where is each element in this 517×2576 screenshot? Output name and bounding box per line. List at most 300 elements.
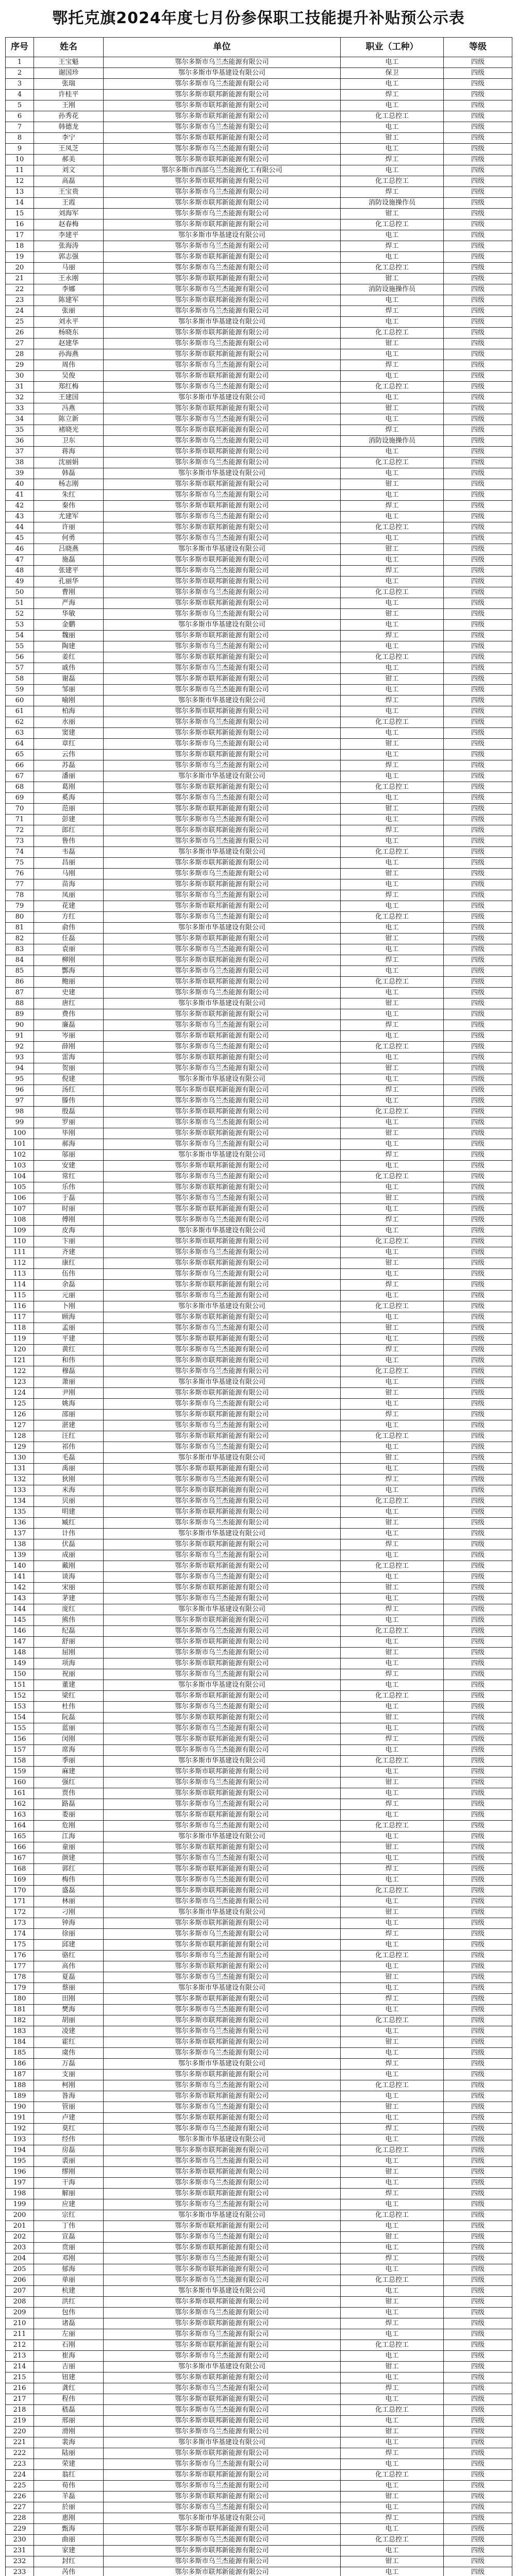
row-unit: 鄂尔多斯市乌兰杰能源有限公司 bbox=[104, 2178, 341, 2189]
row-index: 3 bbox=[6, 79, 34, 90]
row-grade: 四级 bbox=[444, 317, 512, 328]
row-unit: 鄂尔多斯市华基建设有限公司 bbox=[104, 620, 341, 631]
row-index: 70 bbox=[6, 804, 34, 815]
row-grade: 四级 bbox=[444, 133, 512, 144]
row-occupation: 化工总控工 bbox=[341, 1301, 444, 1312]
row-occupation: 钳工 bbox=[341, 1453, 444, 1464]
row-unit: 鄂尔多斯市乌兰杰能源有限公司 bbox=[104, 306, 341, 317]
row-occupation: 电工 bbox=[341, 1226, 444, 1236]
row-grade: 四级 bbox=[444, 2037, 512, 2048]
row-unit: 鄂尔多斯市联邦新能源有限公司 bbox=[104, 1615, 341, 1626]
table-row bbox=[6, 998, 512, 1009]
row-index: 97 bbox=[6, 1096, 34, 1107]
row-grade: 四级 bbox=[444, 2448, 512, 2459]
row-unit: 鄂尔多斯市华基建设有限公司 bbox=[104, 393, 341, 403]
row-occupation: 电工 bbox=[341, 1745, 444, 1756]
table-row bbox=[6, 414, 512, 425]
row-grade: 四级 bbox=[444, 1518, 512, 1529]
row-grade: 四级 bbox=[444, 1053, 512, 1063]
row-name: 管丽 bbox=[34, 2102, 104, 2113]
row-name: 梁红 bbox=[34, 1691, 104, 1702]
table-row bbox=[6, 2340, 512, 2351]
row-unit: 鄂尔多斯市乌兰杰能源有限公司 bbox=[104, 533, 341, 544]
row-grade: 四级 bbox=[444, 1215, 512, 1226]
row-grade: 四级 bbox=[444, 641, 512, 652]
row-occupation: 钳工 bbox=[341, 2102, 444, 2113]
row-index: 170 bbox=[6, 1886, 34, 1896]
row-index: 87 bbox=[6, 988, 34, 998]
row-grade: 四级 bbox=[444, 1810, 512, 1821]
row-unit: 鄂尔多斯市联邦新能源有限公司 bbox=[104, 1713, 341, 1723]
row-index: 63 bbox=[6, 728, 34, 739]
row-index: 69 bbox=[6, 793, 34, 804]
row-occupation: 焊工 bbox=[341, 696, 444, 706]
row-unit: 鄂尔多斯市乌兰杰能源有限公司 bbox=[104, 944, 341, 955]
row-index: 182 bbox=[6, 2015, 34, 2026]
row-name: 冯燕 bbox=[34, 403, 104, 414]
row-name: 钮建 bbox=[34, 2372, 104, 2383]
row-name: 庞红 bbox=[34, 1604, 104, 1615]
row-index: 131 bbox=[6, 1464, 34, 1475]
row-name: 俞伟 bbox=[34, 923, 104, 934]
row-grade: 四级 bbox=[444, 1117, 512, 1128]
row-name: 缪刚 bbox=[34, 2167, 104, 2178]
row-unit: 鄂尔多斯市乌兰杰能源有限公司 bbox=[104, 663, 341, 674]
table-row bbox=[6, 198, 512, 209]
row-grade: 四级 bbox=[444, 457, 512, 468]
row-occupation: 电工 bbox=[341, 468, 444, 479]
row-unit: 鄂尔多斯市乌兰杰能源有限公司 bbox=[104, 2232, 341, 2243]
row-name: 郭志强 bbox=[34, 252, 104, 263]
row-name: 张丽 bbox=[34, 306, 104, 317]
table-row bbox=[6, 2189, 512, 2199]
table-row bbox=[6, 2416, 512, 2427]
row-index: 146 bbox=[6, 1626, 34, 1637]
table-row bbox=[6, 966, 512, 977]
row-occupation: 电工 bbox=[341, 79, 444, 90]
row-index: 206 bbox=[6, 2275, 34, 2286]
row-index: 191 bbox=[6, 2113, 34, 2124]
row-grade: 四级 bbox=[444, 2243, 512, 2253]
row-unit: 鄂尔多斯市联邦新能源有限公司 bbox=[104, 1258, 341, 1269]
row-grade: 四级 bbox=[444, 479, 512, 490]
row-index: 175 bbox=[6, 1940, 34, 1951]
header-unit: 单位 bbox=[104, 38, 341, 57]
row-occupation: 焊工 bbox=[341, 1150, 444, 1161]
row-name: 高磊 bbox=[34, 176, 104, 187]
row-grade: 四级 bbox=[444, 2091, 512, 2102]
row-name: 任磊 bbox=[34, 934, 104, 944]
row-occupation: 电工 bbox=[341, 879, 444, 890]
row-grade: 四级 bbox=[444, 2546, 512, 2556]
row-name: 苏磊 bbox=[34, 760, 104, 771]
row-occupation: 钳工 bbox=[341, 2427, 444, 2437]
row-index: 106 bbox=[6, 1193, 34, 1204]
row-index: 96 bbox=[6, 1085, 34, 1096]
row-index: 100 bbox=[6, 1128, 34, 1139]
row-grade: 四级 bbox=[444, 263, 512, 274]
row-name: 张建平 bbox=[34, 566, 104, 577]
row-name: 孟丽 bbox=[34, 1323, 104, 1334]
row-index: 38 bbox=[6, 457, 34, 468]
row-name: 裘丽 bbox=[34, 2156, 104, 2167]
row-index: 168 bbox=[6, 1864, 34, 1875]
row-name: 喻刚 bbox=[34, 696, 104, 706]
row-name: 田刚 bbox=[34, 1994, 104, 2005]
row-grade: 四级 bbox=[444, 90, 512, 100]
row-grade: 四级 bbox=[444, 490, 512, 501]
row-name: 乐伟 bbox=[34, 1182, 104, 1193]
row-index: 21 bbox=[6, 274, 34, 284]
row-grade: 四级 bbox=[444, 696, 512, 706]
table-row bbox=[6, 1020, 512, 1031]
table-row bbox=[6, 2470, 512, 2481]
row-unit: 鄂尔多斯市乌兰杰能源有限公司 bbox=[104, 2459, 341, 2470]
row-grade: 四级 bbox=[444, 1723, 512, 1734]
table-row bbox=[6, 1507, 512, 1518]
row-name: 彭建 bbox=[34, 815, 104, 825]
row-unit: 鄂尔多斯市联邦新能源有限公司 bbox=[104, 955, 341, 966]
row-grade: 四级 bbox=[444, 1269, 512, 1280]
row-unit: 鄂尔多斯市联邦新能源有限公司 bbox=[104, 782, 341, 793]
row-name: 石刚 bbox=[34, 2340, 104, 2351]
row-grade: 四级 bbox=[444, 847, 512, 858]
table-row bbox=[6, 1236, 512, 1247]
row-grade: 四级 bbox=[444, 1658, 512, 1669]
row-occupation: 电工 bbox=[341, 1658, 444, 1669]
table-row bbox=[6, 2286, 512, 2297]
row-name: 樊海 bbox=[34, 2005, 104, 2015]
row-name: 严海 bbox=[34, 598, 104, 609]
header-index: 序号 bbox=[6, 38, 34, 57]
row-grade: 四级 bbox=[444, 2470, 512, 2481]
row-unit: 鄂尔多斯市联邦新能源有限公司 bbox=[104, 577, 341, 587]
row-occupation: 化工总控工 bbox=[341, 1626, 444, 1637]
row-unit: 鄂尔多斯市华基建设有限公司 bbox=[104, 2059, 341, 2070]
row-occupation: 化工总控工 bbox=[341, 1886, 444, 1896]
row-occupation: 电工 bbox=[341, 901, 444, 912]
row-grade: 四级 bbox=[444, 501, 512, 512]
row-name: 窦建 bbox=[34, 728, 104, 739]
table-row bbox=[6, 879, 512, 890]
row-name: 费伟 bbox=[34, 1009, 104, 1020]
row-occupation: 焊工 bbox=[341, 2253, 444, 2264]
row-unit: 鄂尔多斯市联邦新能源有限公司 bbox=[104, 1053, 341, 1063]
row-name: 方红 bbox=[34, 912, 104, 923]
row-grade: 四级 bbox=[444, 2329, 512, 2340]
row-unit: 鄂尔多斯市华基建设有限公司 bbox=[104, 1983, 341, 1994]
table-row bbox=[6, 1410, 512, 1420]
row-grade: 四级 bbox=[444, 382, 512, 393]
row-index: 50 bbox=[6, 587, 34, 598]
row-index: 77 bbox=[6, 879, 34, 890]
row-occupation: 钳工 bbox=[341, 1583, 444, 1594]
row-unit: 鄂尔多斯市联邦新能源有限公司 bbox=[104, 2394, 341, 2405]
row-index: 233 bbox=[6, 2567, 34, 2576]
row-grade: 四级 bbox=[444, 1247, 512, 1258]
table-row bbox=[6, 566, 512, 577]
row-name: 于磊 bbox=[34, 1193, 104, 1204]
row-grade: 四级 bbox=[444, 836, 512, 847]
row-occupation: 电工 bbox=[341, 663, 444, 674]
table-row bbox=[6, 1182, 512, 1193]
table-row bbox=[6, 620, 512, 631]
row-unit: 鄂尔多斯市联邦新能源有限公司 bbox=[104, 1236, 341, 1247]
row-index: 160 bbox=[6, 1777, 34, 1788]
row-unit: 鄂尔多斯市联邦新能源有限公司 bbox=[104, 674, 341, 685]
row-name: 郭红 bbox=[34, 1864, 104, 1875]
row-unit: 鄂尔多斯市联邦新能源有限公司 bbox=[104, 1583, 341, 1594]
row-unit: 鄂尔多斯市联邦新能源有限公司 bbox=[104, 2567, 341, 2576]
row-unit: 鄂尔多斯市乌兰杰能源有限公司 bbox=[104, 2502, 341, 2513]
row-index: 10 bbox=[6, 155, 34, 165]
row-occupation: 电工 bbox=[341, 2329, 444, 2340]
row-unit: 鄂尔多斯市乌兰杰能源有限公司 bbox=[104, 2156, 341, 2167]
row-occupation: 焊工 bbox=[341, 1215, 444, 1226]
row-unit: 鄂尔多斯市乌兰杰能源有限公司 bbox=[104, 1475, 341, 1485]
row-index: 124 bbox=[6, 1388, 34, 1399]
table-row bbox=[6, 2048, 512, 2059]
row-name: 伍伟 bbox=[34, 1269, 104, 1280]
row-grade: 四级 bbox=[444, 934, 512, 944]
row-name: 柏海 bbox=[34, 706, 104, 717]
row-occupation: 电工 bbox=[341, 393, 444, 403]
row-occupation: 钳工 bbox=[341, 403, 444, 414]
row-name: 董建 bbox=[34, 1680, 104, 1691]
row-occupation: 电工 bbox=[341, 1291, 444, 1301]
row-index: 27 bbox=[6, 338, 34, 349]
table-row bbox=[6, 1842, 512, 1853]
table-row bbox=[6, 2275, 512, 2286]
row-occupation: 电工 bbox=[341, 512, 444, 522]
table-row bbox=[6, 1615, 512, 1626]
row-name: 成丽 bbox=[34, 1550, 104, 1561]
row-grade: 四级 bbox=[444, 1258, 512, 1269]
row-name: 水丽 bbox=[34, 717, 104, 728]
row-unit: 鄂尔多斯市华基建设有限公司 bbox=[104, 544, 341, 555]
row-occupation: 电工 bbox=[341, 1507, 444, 1518]
row-unit: 鄂尔多斯市联邦新能源有限公司 bbox=[104, 2470, 341, 2481]
row-unit: 鄂尔多斯市联邦新能源有限公司 bbox=[104, 1691, 341, 1702]
row-unit: 鄂尔多斯市乌兰杰能源有限公司 bbox=[104, 2102, 341, 2113]
row-index: 98 bbox=[6, 1107, 34, 1117]
row-grade: 四级 bbox=[444, 1886, 512, 1896]
row-unit: 鄂尔多斯市联邦新能源有限公司 bbox=[104, 934, 341, 944]
row-name: 计伟 bbox=[34, 1529, 104, 1539]
row-name: 孔丽华 bbox=[34, 577, 104, 587]
row-grade: 四级 bbox=[444, 68, 512, 79]
row-index: 18 bbox=[6, 241, 34, 252]
row-grade: 四级 bbox=[444, 2015, 512, 2026]
row-occupation: 电工 bbox=[341, 1399, 444, 1410]
row-index: 52 bbox=[6, 609, 34, 620]
row-index: 114 bbox=[6, 1280, 34, 1291]
row-index: 150 bbox=[6, 1669, 34, 1680]
row-grade: 四级 bbox=[444, 706, 512, 717]
row-occupation: 焊工 bbox=[341, 1475, 444, 1485]
row-index: 179 bbox=[6, 1983, 34, 1994]
row-grade: 四级 bbox=[444, 1453, 512, 1464]
row-index: 223 bbox=[6, 2459, 34, 2470]
row-index: 45 bbox=[6, 533, 34, 544]
row-index: 43 bbox=[6, 512, 34, 522]
row-name: 郎红 bbox=[34, 825, 104, 836]
row-name: 李宁 bbox=[34, 133, 104, 144]
table-row bbox=[6, 2383, 512, 2394]
row-grade: 四级 bbox=[444, 328, 512, 338]
row-occupation: 电工 bbox=[341, 2286, 444, 2297]
row-unit: 鄂尔多斯市联邦新能源有限公司 bbox=[104, 1280, 341, 1291]
table-row bbox=[6, 1594, 512, 1604]
row-name: 伏磊 bbox=[34, 1539, 104, 1550]
row-unit: 鄂尔多斯市乌兰杰能源有限公司 bbox=[104, 1042, 341, 1053]
row-grade: 四级 bbox=[444, 555, 512, 566]
row-occupation: 电工 bbox=[341, 966, 444, 977]
row-grade: 四级 bbox=[444, 1648, 512, 1658]
row-unit: 鄂尔多斯市华基建设有限公司 bbox=[104, 1832, 341, 1842]
row-unit: 鄂尔多斯市西部乌兰杰能源化工有限公司 bbox=[104, 165, 341, 176]
row-grade: 四级 bbox=[444, 901, 512, 912]
row-index: 17 bbox=[6, 230, 34, 241]
row-name: 袁丽 bbox=[34, 944, 104, 955]
row-index: 14 bbox=[6, 198, 34, 209]
row-name: 程伟 bbox=[34, 2394, 104, 2405]
row-index: 46 bbox=[6, 544, 34, 555]
row-grade: 四级 bbox=[444, 1680, 512, 1691]
row-occupation: 焊工 bbox=[341, 2189, 444, 2199]
row-unit: 鄂尔多斯市联邦新能源有限公司 bbox=[104, 1788, 341, 1799]
row-grade: 四级 bbox=[444, 2221, 512, 2232]
table-row bbox=[6, 2492, 512, 2502]
row-unit: 鄂尔多斯市联邦新能源有限公司 bbox=[104, 2015, 341, 2026]
row-occupation: 电工 bbox=[341, 1009, 444, 1020]
table-row bbox=[6, 2427, 512, 2437]
table-row bbox=[6, 1529, 512, 1539]
row-occupation: 焊工 bbox=[341, 1994, 444, 2005]
row-unit: 鄂尔多斯市乌兰杰能源有限公司 bbox=[104, 1442, 341, 1453]
row-grade: 四级 bbox=[444, 1529, 512, 1539]
row-occupation: 电工 bbox=[341, 923, 444, 934]
row-name: 酆海 bbox=[34, 966, 104, 977]
row-unit: 鄂尔多斯市联邦新能源有限公司 bbox=[104, 1961, 341, 1972]
row-unit: 鄂尔多斯市联邦新能源有限公司 bbox=[104, 977, 341, 988]
row-grade: 四级 bbox=[444, 1907, 512, 1918]
row-grade: 四级 bbox=[444, 620, 512, 631]
table-row bbox=[6, 912, 512, 923]
row-grade: 四级 bbox=[444, 338, 512, 349]
row-occupation: 化工总控工 bbox=[341, 176, 444, 187]
row-index: 31 bbox=[6, 382, 34, 393]
table-row bbox=[6, 100, 512, 111]
row-name: 毕刚 bbox=[34, 1128, 104, 1139]
row-unit: 鄂尔多斯市联邦新能源有限公司 bbox=[104, 2318, 341, 2329]
row-unit: 鄂尔多斯市乌兰杰能源有限公司 bbox=[104, 338, 341, 349]
row-unit: 鄂尔多斯市乌兰杰能源有限公司 bbox=[104, 869, 341, 879]
table-row bbox=[6, 230, 512, 241]
row-index: 209 bbox=[6, 2308, 34, 2318]
row-name: 应建 bbox=[34, 2199, 104, 2210]
row-grade: 四级 bbox=[444, 1972, 512, 1983]
row-unit: 鄂尔多斯市乌兰杰能源有限公司 bbox=[104, 2005, 341, 2015]
row-grade: 四级 bbox=[444, 1691, 512, 1702]
row-grade: 四级 bbox=[444, 468, 512, 479]
table-row bbox=[6, 1734, 512, 1745]
row-occupation: 电工 bbox=[341, 2546, 444, 2556]
row-name: 张瑞 bbox=[34, 79, 104, 90]
table-row bbox=[6, 598, 512, 609]
row-grade: 四级 bbox=[444, 1777, 512, 1788]
row-unit: 鄂尔多斯市乌兰杰能源有限公司 bbox=[104, 566, 341, 577]
row-index: 213 bbox=[6, 2351, 34, 2362]
row-unit: 鄂尔多斯市联邦新能源有限公司 bbox=[104, 2243, 341, 2253]
row-name: 经伟 bbox=[34, 2134, 104, 2145]
row-occupation: 电工 bbox=[341, 1334, 444, 1345]
row-unit: 鄂尔多斯市华基建设有限公司 bbox=[104, 1074, 341, 1085]
row-grade: 四级 bbox=[444, 512, 512, 522]
row-occupation: 电工 bbox=[341, 2416, 444, 2427]
row-index: 178 bbox=[6, 1972, 34, 1983]
row-occupation: 电工 bbox=[341, 1247, 444, 1258]
row-occupation: 焊工 bbox=[341, 1410, 444, 1420]
row-unit: 鄂尔多斯市联邦新能源有限公司 bbox=[104, 1940, 341, 1951]
row-index: 138 bbox=[6, 1539, 34, 1550]
row-grade: 四级 bbox=[444, 1139, 512, 1150]
row-unit: 鄂尔多斯市乌兰杰能源有限公司 bbox=[104, 2124, 341, 2134]
row-occupation: 电工 bbox=[341, 349, 444, 360]
row-unit: 鄂尔多斯市乌兰杰能源有限公司 bbox=[104, 1853, 341, 1864]
row-grade: 四级 bbox=[444, 1756, 512, 1767]
row-name: 干海 bbox=[34, 2178, 104, 2189]
header-occupation: 职业（工种） bbox=[341, 38, 444, 57]
row-grade: 四级 bbox=[444, 793, 512, 804]
row-name: 许丽 bbox=[34, 522, 104, 533]
row-index: 81 bbox=[6, 923, 34, 934]
row-occupation: 电工 bbox=[341, 317, 444, 328]
row-name: 钟海 bbox=[34, 1918, 104, 1929]
table-row bbox=[6, 825, 512, 836]
row-grade: 四级 bbox=[444, 587, 512, 598]
row-index: 225 bbox=[6, 2481, 34, 2492]
row-grade: 四级 bbox=[444, 1572, 512, 1583]
table-row bbox=[6, 2178, 512, 2189]
row-grade: 四级 bbox=[444, 2026, 512, 2037]
row-unit: 鄂尔多斯市乌兰杰能源有限公司 bbox=[104, 436, 341, 447]
table-row bbox=[6, 1485, 512, 1496]
row-unit: 鄂尔多斯市联邦新能源有限公司 bbox=[104, 2297, 341, 2308]
row-index: 192 bbox=[6, 2124, 34, 2134]
row-name: 姜红 bbox=[34, 652, 104, 663]
row-index: 111 bbox=[6, 1247, 34, 1258]
row-name: 米海 bbox=[34, 1485, 104, 1496]
table-row bbox=[6, 2156, 512, 2167]
row-index: 26 bbox=[6, 328, 34, 338]
row-name: 李娜 bbox=[34, 284, 104, 295]
row-occupation: 化工总控工 bbox=[341, 2405, 444, 2416]
row-occupation: 钳工 bbox=[341, 2362, 444, 2372]
row-unit: 鄂尔多斯市联邦新能源有限公司 bbox=[104, 2070, 341, 2080]
row-name: 麻建 bbox=[34, 1767, 104, 1777]
row-index: 125 bbox=[6, 1399, 34, 1410]
row-grade: 四级 bbox=[444, 2253, 512, 2264]
row-name: 顾海 bbox=[34, 1312, 104, 1323]
table-row bbox=[6, 2405, 512, 2416]
table-row bbox=[6, 869, 512, 879]
row-grade: 四级 bbox=[444, 2059, 512, 2070]
row-name: 熊伟 bbox=[34, 1615, 104, 1626]
table-row bbox=[6, 1583, 512, 1594]
row-unit: 鄂尔多斯市联邦新能源有限公司 bbox=[104, 901, 341, 912]
table-row bbox=[6, 2080, 512, 2091]
